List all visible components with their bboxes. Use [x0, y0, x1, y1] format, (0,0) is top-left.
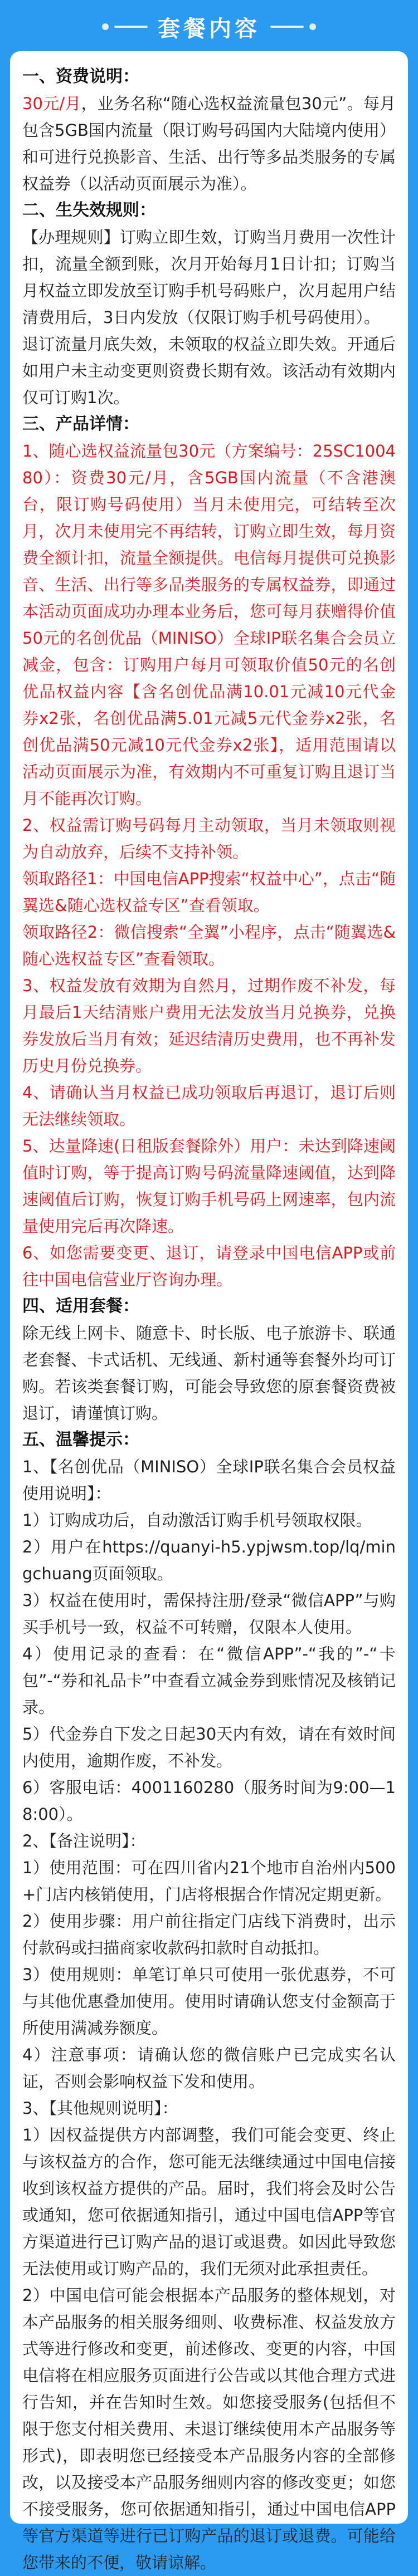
tips-list-item: 6）客服电话：4001160280（服务时间为9:00—18:00）。 [22, 1778, 396, 1824]
tips-list-item: 2）使用步骤：用户前往指定门店线下消费时，出示付款码或扫描商家收款码扣款时自动抵扣。 [22, 1912, 396, 1957]
cancel-rule-paragraph: 退订流量月底失效，未领取的权益立即失效。开通后如用户未主动变更则资费长期有效。该活动有效期内仅可订购1次。 [22, 335, 396, 407]
section-applicable-plans [22, 1293, 396, 1427]
section-tips [22, 1427, 396, 2576]
section-title: 二、生失效规则： [22, 200, 156, 220]
section-title: 三、产品详情： [22, 414, 139, 434]
tips-list-item: 2）中国电信可能会根据本产品服务的整体规划，对本产品服务的相关服务细则、收费标准、权益发放方式等进行修改和变更，前述修改、变更的内容，中国电信将在相应服务页面进行公告或以其他合理方式进行告知，并在告知时生效。如您接受服务(包括但不限于您支付相关费用、未退订继续使用本产品服务等形式)，即表明您已经接受本产品服务内容的全部修改，以及接受本产品服务细则内容的修改变更；如您不接受服务，您可依据通知指引，通过中国电信APP等官方渠道等进行已订购产品的退订或退费。可能给您带来的不便，敬请谅解。 [22, 2286, 396, 2572]
tips-list-item: 1）因权益提供方内部调整，我们可能会变更、终止与该权益方的合作，您可能无法继续通过中国电信接收到该权益方提供的产品。届时，我们将会及时公告或通知，您可依据通知指引，通过中国电信APP等官方渠道进行已订购产品的退订或退费。如因此导致您无法使用或订购产品的，我们无须对此承担责任。 [22, 2126, 396, 2278]
tips-list-item: 2）用户在https://quanyi-h5.ypjwsm.top/lq/mingchuang页面领取。 [22, 1537, 396, 1583]
tips-subtitle: 1、【名创优品（MINISO）全球IP联名集合会员权益使用说明】： [22, 1457, 396, 1503]
section-title: 五、温馨提示： [22, 1430, 139, 1449]
page-title: 套餐内容 [158, 16, 260, 42]
tips-list-item: 1）使用范围：可在四川省内21个地市自治州内500+门店内核销使用，门店将根据合作情况定期更新。 [22, 1858, 396, 1904]
section-fee [22, 63, 396, 197]
claim-route: 领取路径1：中国电信APP搜索“权益中心”，点击“随翼选&随心选权益专区”查看领取。 [22, 869, 396, 915]
order-rule-paragraph: 【办理规则】订购立即生效，订购当月费用一次性计扣，流量全额到账，次月开始每月1日计扣；订购当月权益立即发放至订购手机号码账户，次月起用户结清费用后，3日内发放（仅限订购手机号码使用）。 [22, 228, 396, 327]
product-detail-item: 1、随心选权益流量包30元（方案编号：25SC100480）：资费30元/月，含5GB国内流量（不含港澳台，限订购号码使用）当月未使用完，可结转至次月，次月未使用完不再结转，订购立即生效，每月资费全额计扣，流量全额提供。电信每月提供可兑换影音、生活、出行等多品类服务的专属权益券，即通过本活动页面成功办理本业务后，您可每月获赠得价值50元的名创优品（MINISO）全球IP联名集合会员立减金，包含：订购用户每月可领取价值50元的名创优品权益内容【含名创优品满10.01元减10元代金券x2张，名创优品满5.01元减5元代金券x2张，名创优品满50元减10元代金券x2张】，适用范围请以活动页面展示为准，有效期内不可重复订购且退订当月不能再次订购。 [22, 442, 396, 808]
tips-list-item: 4）注意事项：请确认您的微信账户已完成实名认证，否则会影响权益下发和使用。 [22, 2045, 396, 2091]
tips-list-item: 1）订购成功后，自动激活订购手机号领取权限。 [22, 1511, 372, 1530]
tips-list-item: 4）使用记录的查看：在“微信APP”-“我的”-“卡包”-“券和礼品卡”中查看立减金券到账情况及核销记录。 [22, 1644, 396, 1717]
tips-subtitle: 3、【其他规则说明】： [22, 2099, 178, 2118]
tips-list-item: 3）权益在使用时，需保持注册/登录“微信APP”与购买手机号一致，权益不可转赠，仅限本人使用。 [22, 1591, 396, 1637]
page-header [0, 0, 418, 53]
section-product-details [22, 411, 396, 1293]
header-decoration-left [102, 23, 148, 30]
fee-description: 30元/月，业务名称“随心选权益流量包30元”。每月包含5GB国内流量（限订购号码国内大陆境内使用）和可进行兑换影音、生活、出行等多品类服务的专属权益券（以活动页面展示为准）。 [22, 94, 396, 193]
product-detail-item: 6、如您需要变更、退订，请登录中国电信APP或前往中国电信营业厅咨询办理。 [22, 1243, 396, 1289]
header-decoration-right [270, 23, 316, 30]
section-title: 一、资费说明： [22, 67, 139, 86]
product-detail-item: 4、请确认当月权益已成功领取后再退订，退订后则无法继续领取。 [22, 1083, 396, 1129]
product-detail-item: 5、达量降速(日租版套餐除外）用户：未达到降速阈值时订购，等于提高订购号码流量降速阈值，达到降速阈值后订购，恢复订购手机号码上网速率，包内流量使用完后再次降速。 [22, 1137, 396, 1236]
section-title: 四、适用套餐： [22, 1296, 139, 1316]
tips-list-item: 3）使用规则：单笔订单只可使用一张优惠券，不可与其他优惠叠加使用。使用时请确认您支付金额高于所使用满减券额度。 [22, 1965, 396, 2038]
product-detail-item: 3、权益发放有效期为自然月，过期作废不补发，每月最后1天结清账户费用无法发放当月兑换券，兑换券发放后当月有效；延迟结清历史费用，也不再补发历史月份兑换券。 [22, 976, 396, 1075]
tips-subtitle: 2、【备注说明】： [22, 1831, 146, 1850]
tips-list-item: 5）代金券自下发之日起30天内有效，请在有效时间内使用，逾期作废，不补发。 [22, 1725, 396, 1770]
product-detail-item: 2、权益需订购号码每月主动领取，当月未领取则视为自动放弃，后续不支持补领。 [22, 816, 396, 861]
applicable-plans-paragraph: 除无线上网卡、随意卡、时长版、电子旅游卡、联通老套餐、卡式话机、无线通、新村通等套餐外均可订购。若该类套餐订购，可能会导致您的原套餐资费被退订，请谨慎订购。 [22, 1324, 396, 1423]
claim-route: 领取路径2：微信搜索“全翼”小程序，点击“随翼选&随心选权益专区”查看领取。 [22, 923, 396, 968]
content-card [10, 51, 408, 2572]
fee-price: 30元/月 [22, 94, 81, 113]
section-validity [22, 197, 396, 411]
